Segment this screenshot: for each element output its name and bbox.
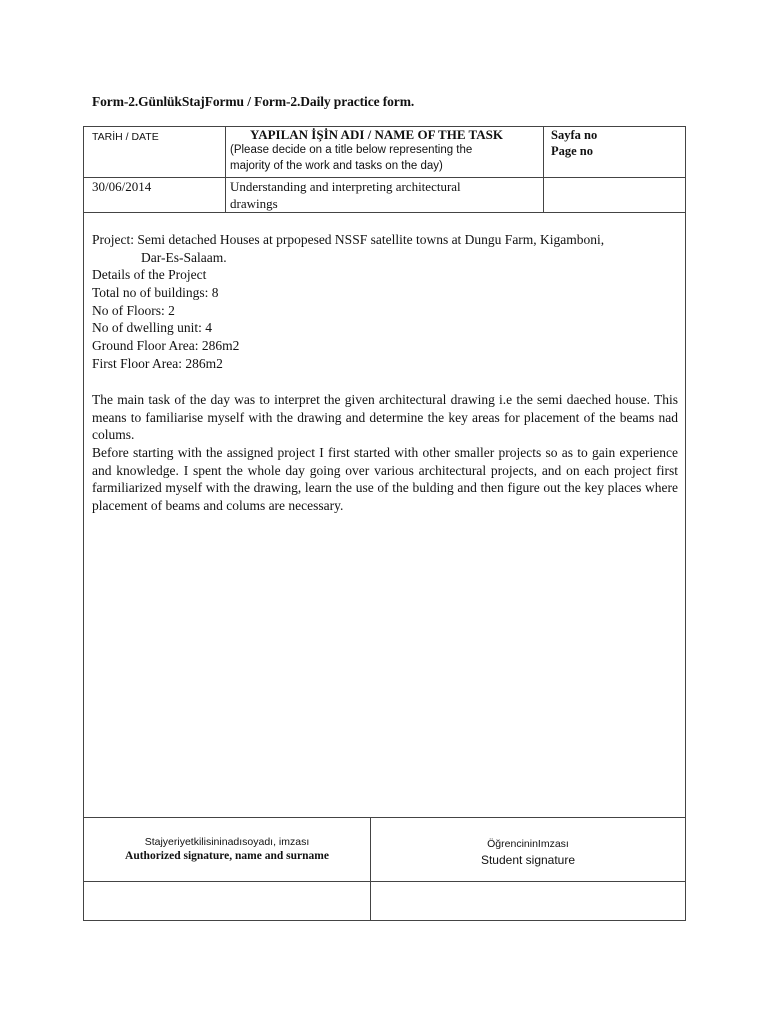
date-column-header: TARİH / DATE — [92, 131, 159, 143]
task-header-table — [83, 126, 686, 213]
detail-ground-floor-area: Ground Floor Area: 286m2 — [92, 338, 240, 353]
task-column-note: (Please decide on a title below representing the — [230, 144, 473, 156]
student-signature-field[interactable] — [372, 882, 685, 920]
row-divider — [84, 177, 685, 178]
entry-task-name: drawings — [230, 196, 278, 211]
task-column-header: YAPILAN İŞİN ADI / NAME OF THE TASK — [250, 127, 503, 142]
project-location: Dar-Es-Salaam. — [141, 250, 227, 265]
detail-first-floor-area: First Floor Area: 286m2 — [92, 356, 223, 371]
detail-buildings: Total no of buildings: 8 — [92, 285, 219, 300]
column-divider — [543, 127, 544, 212]
authorized-signature-label: Authorized signature, name and surname — [125, 850, 329, 862]
student-signature-label-tr: ÖğrencininImzası — [487, 838, 569, 850]
detail-dwelling-units: No of dwelling unit: 4 — [92, 320, 212, 335]
task-paragraph: Before starting with the assigned project I first started with other smaller projects so as to gain experience and knowledge. I spent the whole day going over various architectural projects, and on each project first farmiliarized myself with the drawing, learn the use of the bulding and then figure out the key places where placement of beams and colums are necessary. — [92, 445, 678, 513]
column-divider — [225, 127, 226, 212]
form-title: Form-2.GünlükStajFormu / Form-2.Daily practice form. — [92, 94, 415, 109]
entry-task-name: Understanding and interpreting architectural — [230, 179, 461, 194]
column-divider — [370, 818, 371, 920]
task-paragraph: The main task of the day was to interpret the given architectural drawing i.e the semi daeched house. This means to familiarise myself with the drawing and determine the key areas for placement of the beams nad colums. — [92, 392, 678, 443]
task-column-note: majority of the work and tasks on the day) — [230, 160, 443, 172]
student-signature-label: Student signature — [480, 853, 576, 867]
authorized-signature-label-tr: Stajyeriyetkilisininadısoyadı, imzası — [144, 836, 310, 848]
authorized-signature-field[interactable] — [85, 882, 369, 920]
signature-table — [83, 817, 686, 921]
daily-report-body — [83, 212, 686, 818]
entry-date: 30/06/2014 — [92, 179, 152, 194]
project-description: Project: Semi detached Houses at prpopesed NSSF satellite towns at Dungu Farm, Kigamboni, — [92, 232, 605, 247]
page-column-header-tr: Sayfa no — [551, 128, 598, 142]
details-heading: Details of the Project — [92, 267, 207, 282]
page-column-header-en: Page no — [551, 144, 594, 158]
detail-floors: No of Floors: 2 — [92, 303, 175, 318]
